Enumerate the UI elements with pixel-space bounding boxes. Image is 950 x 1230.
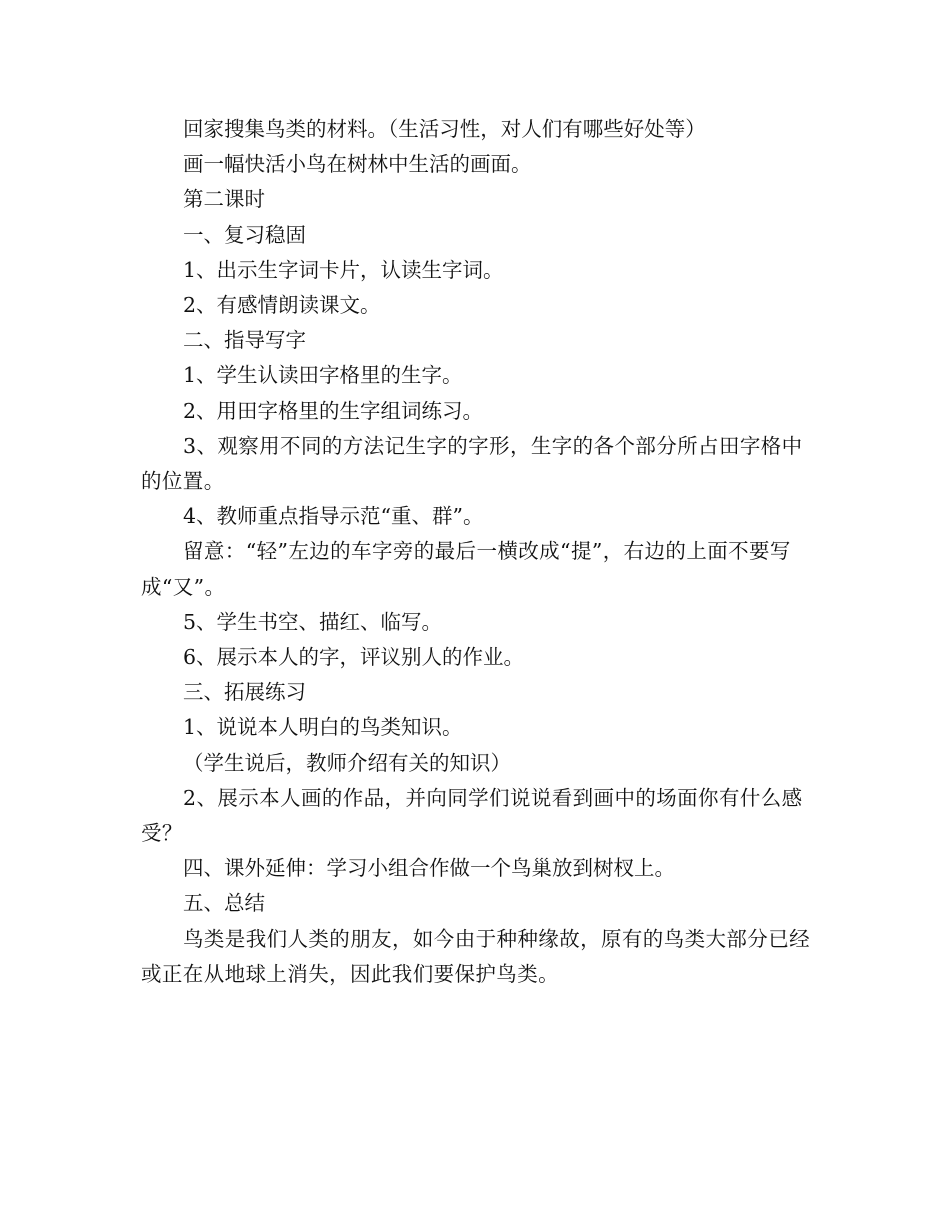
lesson-heading: 第二课时: [183, 187, 265, 212]
summary-paragraph: 鸟类是我们人类的朋友，如今由于种种缘故，原有的鸟类大部分已经或正在从地球上消失，因此我们要保护鸟类。: [141, 926, 810, 986]
section-heading: 四、课外延伸：学习小组合作做一个鸟巢放到树杈上。: [183, 856, 675, 881]
section-heading: 五、总结: [183, 891, 265, 916]
list-item: 1、学生认读田字格里的生字。: [183, 363, 463, 388]
list-item: 5、学生书空、描红、临写。: [183, 609, 443, 634]
note-paragraph: 留意：“轻”左边的车字旁的最后一横改成“提”，右边的上面不要写成“又”。: [141, 539, 791, 599]
list-item: 6、展示本人的字，评议别人的作业。: [183, 645, 525, 670]
paragraph: 画一幅快活小鸟在树林中生活的画面。: [183, 152, 532, 177]
paragraph: 回家搜集鸟类的材料。（生活习性，对人们有哪些好处等）: [183, 117, 706, 141]
section-heading: 二、指导写字: [183, 328, 306, 353]
document-body: [141, 112, 813, 992]
note-paragraph: （学生说后，教师介绍有关的知识）: [183, 750, 511, 775]
list-item: 3、观察用不同的方法记生字的字形，生字的各个部分所占田字格中的位置。: [141, 433, 803, 494]
list-item: 1、说说本人明白的鸟类知识。: [183, 715, 463, 740]
list-item: 1、出示生字词卡片，认读生字词。: [183, 257, 504, 282]
list-item: 2、有感情朗读课文。: [183, 293, 381, 318]
list-item: 2、用田字格里的生字组词练习。: [183, 398, 484, 423]
section-heading: 三、拓展练习: [183, 680, 306, 705]
section-heading: 一、复习稳固: [183, 222, 306, 247]
list-item: 4、教师重点指导示范“重、群”。: [183, 504, 484, 529]
list-item: 2、展示本人画的作品，并向同学们说说看到画中的场面你有什么感受？: [141, 785, 803, 846]
